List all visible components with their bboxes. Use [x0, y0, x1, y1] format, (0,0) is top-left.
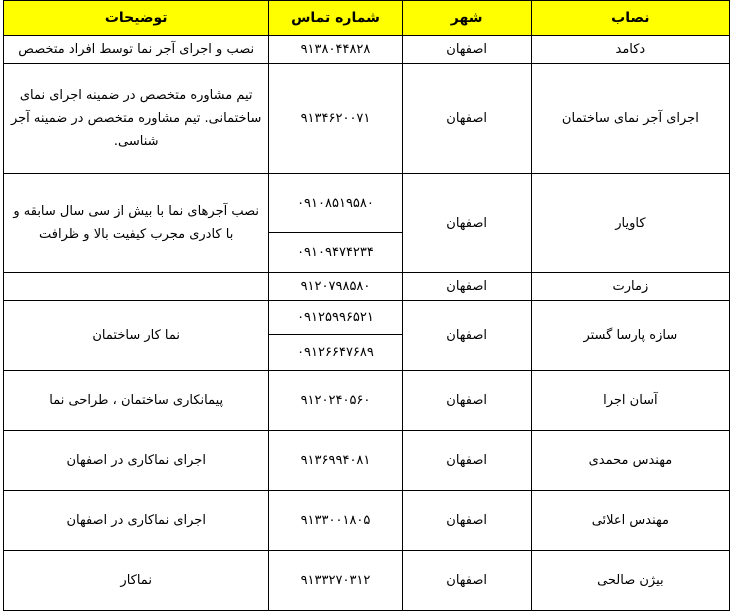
- description-cell: نماکار: [4, 551, 269, 611]
- phone-cell: ۹۱۲۰۷۹۸۵۸۰: [269, 273, 402, 301]
- table-row: [4, 431, 730, 491]
- phone-cell: ۰۹۱۲۵۹۹۶۵۲۱: [269, 301, 402, 335]
- city-cell: اصفهان: [402, 551, 531, 611]
- header-row: [4, 1, 730, 36]
- phone-cell: ۹۱۳۳۲۷۰۳۱۲: [269, 551, 402, 611]
- installer-cell: مهندس اعلائی: [531, 491, 729, 551]
- table-row: [4, 36, 730, 64]
- installer-cell: آسان اجرا: [531, 371, 729, 431]
- phone-cell: ۹۱۳۸۰۴۴۸۲۸: [269, 36, 402, 64]
- city-cell: اصفهان: [402, 36, 531, 64]
- phone-cell: ۰۹۱۲۶۶۴۷۶۸۹: [269, 335, 402, 371]
- header-desc: توضیحات: [4, 1, 269, 36]
- table-row: [4, 174, 730, 233]
- installers-table: [3, 0, 730, 611]
- description-cell: اجرای نماکاری در اصفهان: [4, 431, 269, 491]
- table-row: [4, 551, 730, 611]
- header-city: شهر: [402, 1, 531, 36]
- phone-cell: ۹۱۲۰۲۴۰۵۶۰: [269, 371, 402, 431]
- installer-cell: اجرای آجر نمای ساختمان: [531, 64, 729, 174]
- installer-cell: بیژن صالحی: [531, 551, 729, 611]
- city-cell: اصفهان: [402, 431, 531, 491]
- table-row: [4, 371, 730, 431]
- city-cell: اصفهان: [402, 371, 531, 431]
- description-cell: تیم مشاوره متخصص در ضمینه اجرای نمای ساختمانی. تیم مشاوره متخصص در ضمینه آجر شناسی.: [4, 64, 269, 174]
- phone-cell: ۰۹۱۰۸۵۱۹۵۸۰: [269, 174, 402, 233]
- city-cell: اصفهان: [402, 273, 531, 301]
- header-phone: شماره تماس: [269, 1, 402, 36]
- table-row: [4, 64, 730, 174]
- city-cell: اصفهان: [402, 491, 531, 551]
- phone-cell: ۹۱۳۶۹۹۴۰۸۱: [269, 431, 402, 491]
- installer-cell: زمارت: [531, 273, 729, 301]
- city-cell: اصفهان: [402, 301, 531, 371]
- installer-cell: مهندس محمدی: [531, 431, 729, 491]
- header-installer: نصاب: [531, 1, 729, 36]
- phone-cell: ۹۱۳۴۶۲۰۰۷۱: [269, 64, 402, 174]
- installer-cell: کاویار: [531, 174, 729, 273]
- table-row: [4, 273, 730, 301]
- installer-cell: سازه پارسا گستر: [531, 301, 729, 371]
- description-cell: پیمانکاری ساختمان ، طراحی نما: [4, 371, 269, 431]
- city-cell: اصفهان: [402, 64, 531, 174]
- description-cell: اجرای نماکاری در اصفهان: [4, 491, 269, 551]
- phone-cell: ۹۱۳۳۰۰۱۸۰۵: [269, 491, 402, 551]
- table-row: [4, 491, 730, 551]
- description-cell: نصب و اجرای آجر نما توسط افراد متخصص: [4, 36, 269, 64]
- installer-cell: دکامد: [531, 36, 729, 64]
- description-cell: نصب آجرهای نما با بیش از سی سال سابقه و با کادری مجرب کیفیت بالا و ظرافت: [4, 174, 269, 273]
- description-cell: [4, 273, 269, 301]
- city-cell: اصفهان: [402, 174, 531, 273]
- phone-cell: ۰۹۱۰۹۴۷۴۲۳۴: [269, 233, 402, 273]
- table-row: [4, 301, 730, 335]
- description-cell: نما کار ساختمان: [4, 301, 269, 371]
